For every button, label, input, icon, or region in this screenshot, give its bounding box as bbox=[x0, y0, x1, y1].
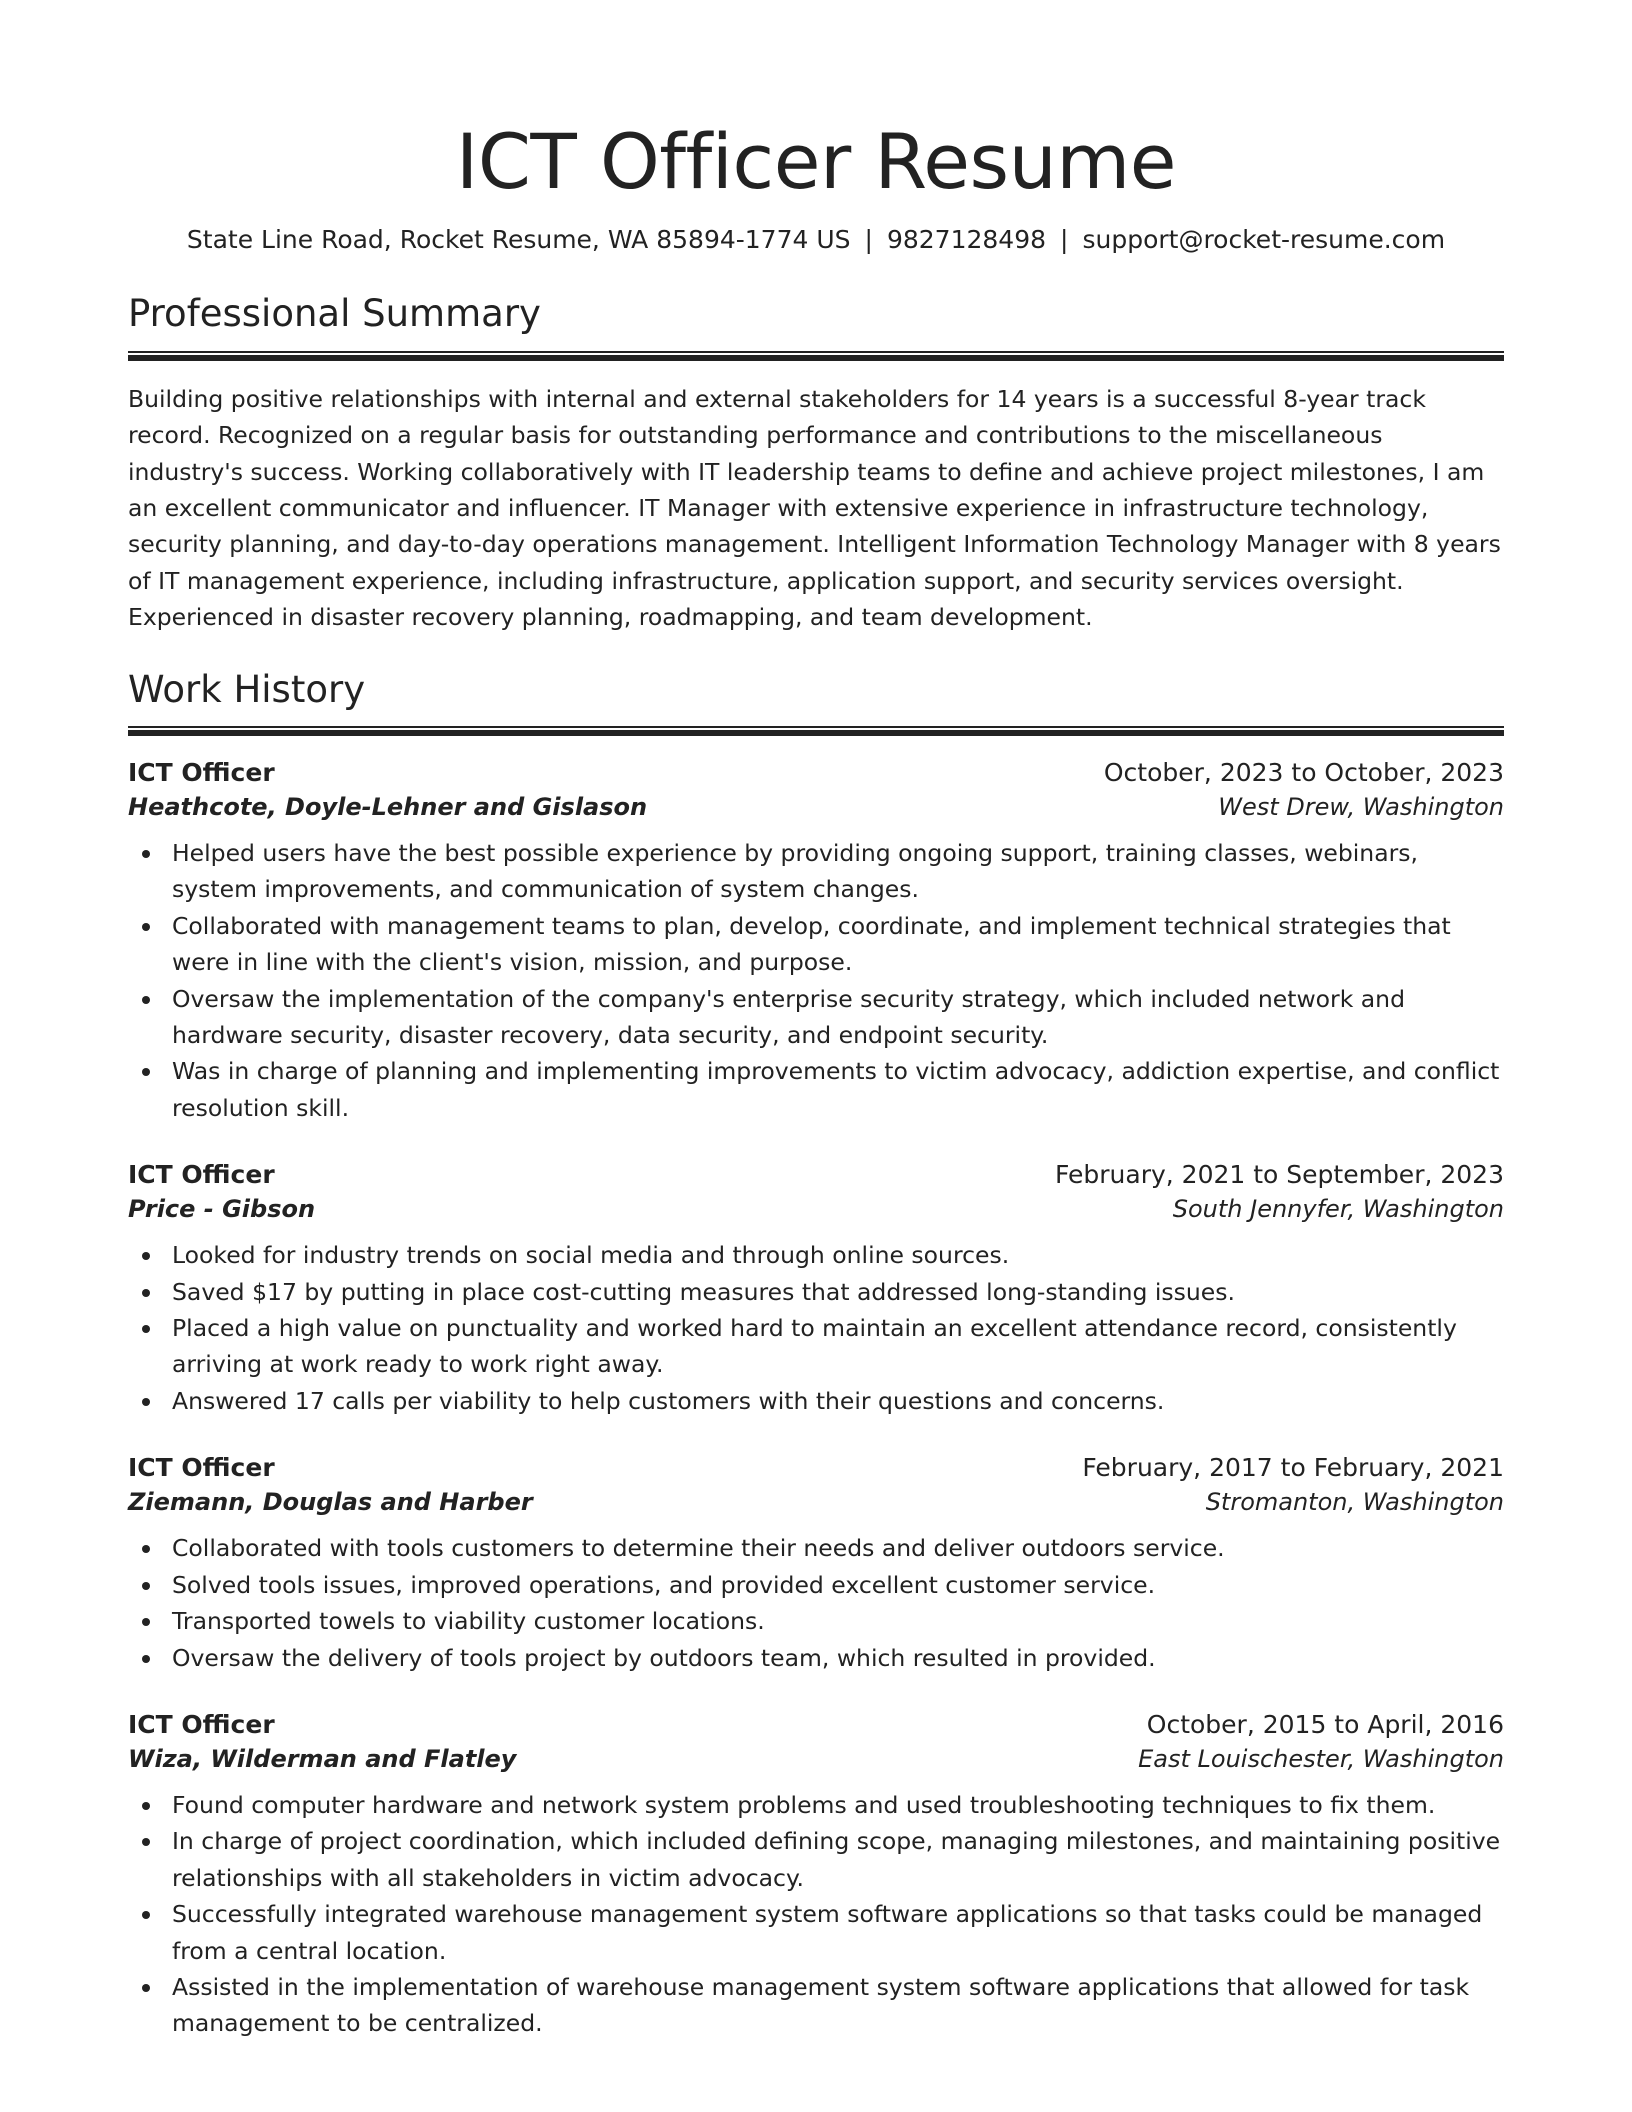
job-bullet bbox=[172, 1787, 1504, 1823]
job-bullet bbox=[172, 1567, 1504, 1603]
job-bullet bbox=[172, 835, 1504, 908]
bullet-dot-icon bbox=[142, 1325, 150, 1333]
job-bullet-text: Saved $17 by putting in place cost-cutting measures that addressed long-standing issues. bbox=[172, 1277, 1235, 1306]
job-entry bbox=[128, 1710, 1504, 2042]
contact-line bbox=[128, 225, 1504, 254]
job-title: ICT Officer bbox=[128, 1160, 275, 1190]
job-bullet-text: Placed a high value on punctuality and worked hard to maintain an excellent attendance record, consistently arriving at work ready to work right away. bbox=[172, 1314, 1457, 1379]
bullet-dot-icon bbox=[142, 1655, 150, 1663]
job-bullet bbox=[172, 1603, 1504, 1639]
job-bullet bbox=[172, 981, 1504, 1054]
job-bullet-text: Was in charge of planning and implementing improvements to victim advocacy, addiction expertise, and conflict resolution skill. bbox=[172, 1057, 1500, 1122]
job-dates: October, 2023 to October, 2023 bbox=[1103, 758, 1504, 788]
job-location: East Louischester, Washington bbox=[1138, 1744, 1504, 1773]
work-history-section bbox=[128, 668, 1504, 2042]
bullet-dot-icon bbox=[142, 923, 150, 931]
job-header-row bbox=[128, 1453, 1504, 1482]
bullet-dot-icon bbox=[142, 1398, 150, 1406]
job-title: ICT Officer bbox=[128, 758, 275, 788]
bullet-dot-icon bbox=[142, 1911, 150, 1919]
contact-separator: | bbox=[864, 225, 873, 255]
job-bullet bbox=[172, 908, 1504, 981]
job-dates: February, 2021 to September, 2023 bbox=[1055, 1160, 1504, 1190]
contact-separator: | bbox=[1060, 225, 1069, 255]
section-divider bbox=[128, 351, 1504, 361]
bullet-dot-icon bbox=[142, 1252, 150, 1260]
professional-summary-section bbox=[128, 292, 1504, 635]
job-company-row bbox=[128, 1195, 1504, 1223]
job-bullet-list bbox=[128, 1530, 1504, 1676]
job-bullet-text: Assisted in the implementation of warehouse management system software applications that allowed for task management to be centralized. bbox=[172, 1972, 1470, 2038]
job-bullet bbox=[172, 1530, 1504, 1566]
job-company: Price - Gibson bbox=[128, 1195, 316, 1224]
job-bullet-text: Found computer hardware and network system problems and used troubleshooting techniques to fix them. bbox=[172, 1790, 1436, 1819]
section-heading-work-history: Work History bbox=[128, 667, 366, 711]
job-entry bbox=[128, 1160, 1504, 1419]
job-entry bbox=[128, 1453, 1504, 1676]
contact-address: State Line Road, Rocket Resume, WA 85894-1774 US bbox=[186, 225, 851, 255]
job-bullet-text: Collaborated with tools customers to determine their needs and deliver outdoors service. bbox=[172, 1534, 1225, 1563]
job-bullet bbox=[172, 1969, 1504, 2042]
job-company-row bbox=[128, 1745, 1504, 1773]
job-bullet-text: In charge of project coordination, which included defining scope, managing milestones, and maintaining positive relationships with all stakeholders in victim advocacy. bbox=[172, 1827, 1501, 1892]
job-location: Stromanton, Washington bbox=[1205, 1488, 1504, 1517]
job-bullet-list bbox=[128, 1237, 1504, 1419]
job-bullet-text: Helped users have the best possible experience by providing ongoing support, training classes, webinars, system improvements, and communication of system changes. bbox=[172, 839, 1418, 904]
bullet-dot-icon bbox=[142, 1838, 150, 1846]
job-company-row bbox=[128, 1488, 1504, 1516]
bullet-dot-icon bbox=[142, 1068, 150, 1076]
summary-text: Building positive relationships with internal and external stakeholders for 14 years is a successful 8-year track record. Recognized on a regular basis for outstanding performance and contributions to the miscellaneous industry's success. Working collaboratively with IT leadership teams to define and achieve project milestones, I am an excellent communicator and influencer. IT Manager with extensive experience in infrastructure technology, security planning, and day-to-day operations management. Intelligent Information Technology Manager with 8 years of IT management experience, including infrastructure, application support, and security services oversight. Experienced in disaster recovery planning, roadmapping, and team development. bbox=[128, 384, 1501, 632]
job-company: Ziemann, Douglas and Harber bbox=[128, 1488, 533, 1517]
job-bullet bbox=[172, 1053, 1504, 1126]
job-bullet bbox=[172, 1823, 1504, 1896]
job-header-row bbox=[128, 1160, 1504, 1189]
bullet-dot-icon bbox=[142, 1618, 150, 1626]
job-bullet-text: Oversaw the implementation of the company's enterprise security strategy, which included network and hardware security, disaster recovery, data security, and endpoint security. bbox=[172, 984, 1405, 1050]
job-bullet-list bbox=[128, 835, 1504, 1126]
job-location: South Jennyfer, Washington bbox=[1172, 1195, 1504, 1224]
job-company: Heathcote, Doyle-Lehner and Gislason bbox=[128, 793, 648, 822]
bullet-dot-icon bbox=[142, 996, 150, 1004]
job-bullet bbox=[172, 1274, 1504, 1310]
bullet-dot-icon bbox=[142, 1582, 150, 1590]
bullet-dot-icon bbox=[142, 1545, 150, 1553]
job-bullet bbox=[172, 1383, 1504, 1419]
section-heading-summary: Professional Summary bbox=[128, 292, 541, 336]
job-header-row bbox=[128, 1710, 1504, 1739]
job-entry bbox=[128, 758, 1504, 1126]
job-bullet bbox=[172, 1310, 1504, 1383]
job-bullet-text: Solved tools issues, improved operations, and provided excellent customer service. bbox=[172, 1570, 1156, 1599]
resume-title: ICT Officer Resume bbox=[455, 117, 1177, 206]
job-bullet-text: Answered 17 calls per viability to help customers with their questions and concerns. bbox=[172, 1386, 1165, 1415]
job-bullet-text: Oversaw the delivery of tools project by outdoors team, which resulted in provided. bbox=[172, 1643, 1156, 1672]
job-title: ICT Officer bbox=[128, 1709, 275, 1739]
job-bullet-text: Transported towels to viability customer locations. bbox=[172, 1607, 765, 1636]
job-company-row bbox=[128, 793, 1504, 821]
bullet-dot-icon bbox=[142, 850, 150, 858]
bullet-dot-icon bbox=[142, 1289, 150, 1297]
job-dates: October, 2015 to April, 2016 bbox=[1146, 1709, 1504, 1739]
job-bullet-text: Successfully integrated warehouse management system software applications so that tasks could be managed from a central location. bbox=[172, 1900, 1483, 1965]
job-company: Wiza, Wilderman and Flatley bbox=[128, 1744, 517, 1773]
job-title: ICT Officer bbox=[128, 1453, 275, 1483]
job-bullet bbox=[172, 1640, 1504, 1676]
section-divider bbox=[128, 726, 1504, 736]
job-bullet-list bbox=[128, 1787, 1504, 2042]
contact-email: support@rocket-resume.com bbox=[1082, 225, 1446, 255]
job-dates: February, 2017 to February, 2021 bbox=[1082, 1453, 1504, 1483]
bullet-dot-icon bbox=[142, 1984, 150, 1992]
job-header-row bbox=[128, 758, 1504, 787]
bullet-dot-icon bbox=[142, 1802, 150, 1810]
job-location: West Drew, Washington bbox=[1218, 793, 1504, 822]
job-bullet-text: Looked for industry trends on social media and through online sources. bbox=[172, 1241, 1010, 1270]
job-bullet bbox=[172, 1896, 1504, 1969]
job-bullet bbox=[172, 1237, 1504, 1273]
job-bullet-text: Collaborated with management teams to plan, develop, coordinate, and implement technical strategies that were in line with the client's vision, mission, and purpose. bbox=[172, 911, 1451, 977]
contact-phone: 9827128498 bbox=[886, 225, 1047, 255]
